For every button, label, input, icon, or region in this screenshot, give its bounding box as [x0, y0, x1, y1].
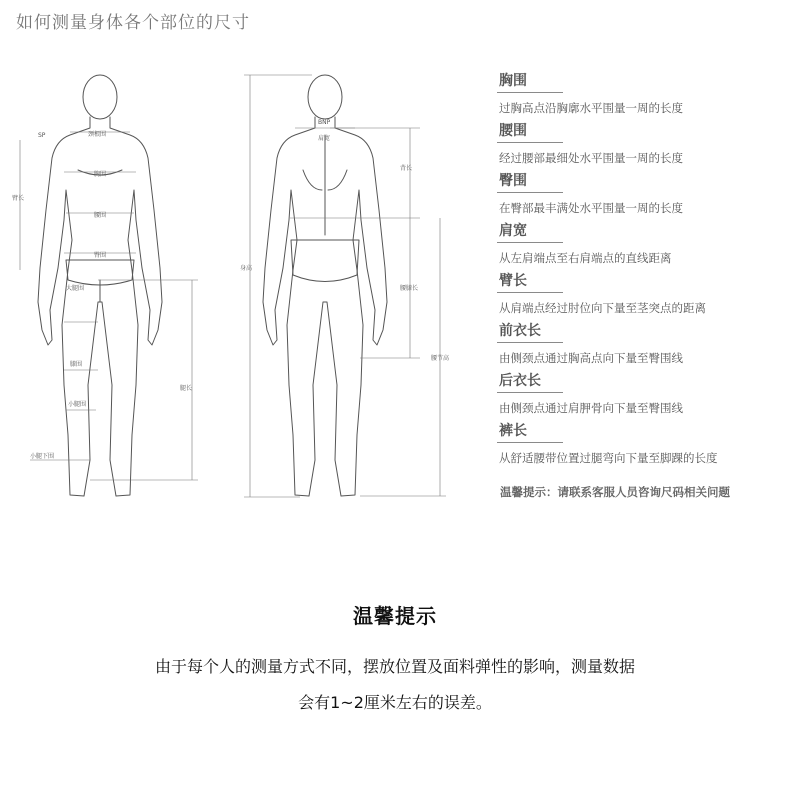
- label-hip: 臀围: [94, 252, 107, 259]
- label-bnp: BNP: [318, 119, 331, 126]
- measurement-item-shoulder: [497, 220, 777, 270]
- label-waist-to-knee: 腰膝长: [400, 285, 419, 292]
- customer-service-tip: 温馨提示：请联系客服人员咨询尺码相关问题: [500, 485, 730, 499]
- divider: [497, 92, 563, 93]
- measurement-desc: 过胸高点沿胸廓水平围量一周的长度: [499, 101, 683, 115]
- divider: [497, 342, 563, 343]
- measurement-list: [497, 70, 777, 470]
- measurement-item-waist: [497, 120, 777, 170]
- front-body-figure: [38, 75, 162, 496]
- label-waist: 腰围: [94, 212, 107, 219]
- measurement-item-arm: [497, 270, 777, 320]
- measurement-title: 前衣长: [499, 323, 541, 339]
- divider: [497, 192, 563, 193]
- measurement-title: 裤长: [499, 423, 527, 439]
- measurement-title: 肩宽: [499, 223, 527, 239]
- measurement-title: 臀围: [499, 173, 527, 189]
- label-shoulder: 肩宽: [318, 135, 331, 142]
- label-height: 身高: [240, 265, 253, 272]
- divider: [497, 292, 563, 293]
- label-bust: 胸围: [94, 171, 107, 178]
- label-back-length: 背长: [400, 165, 413, 172]
- measurement-desc: 从肩端点经过肘位向下量至茎突点的距离: [499, 301, 706, 315]
- measurement-item-hip: [497, 170, 777, 220]
- label-arm: 臂长: [12, 195, 25, 202]
- label-sp: SP: [38, 132, 46, 139]
- measurement-item-pants-length: [497, 420, 777, 470]
- measurement-item-back-length: [497, 370, 777, 420]
- notice-line-2: 会有1~2厘米左右的误差。: [298, 693, 492, 712]
- label-calf: 小腿围: [68, 401, 87, 408]
- measurement-desc: 由侧颈点通过肩胛骨向下量至臀围线: [499, 401, 683, 415]
- notice-title: 温馨提示: [353, 604, 437, 628]
- body-measurement-diagram: [0, 40, 490, 510]
- measurement-desc: 从左肩端点至右肩端点的直线距离: [499, 251, 672, 265]
- divider: [497, 242, 563, 243]
- measurement-title: 胸围: [499, 73, 527, 89]
- page-title: 如何测量身体各个部位的尺寸: [16, 13, 250, 33]
- measurement-desc: 从舒适腰带位置过腿弯向下量至脚踝的长度: [499, 451, 718, 465]
- measurement-title: 后衣长: [499, 373, 541, 389]
- label-ankle: 小腿下围: [30, 453, 55, 460]
- measurement-desc: 由侧颈点通过胸高点向下量至臀围线: [499, 351, 683, 365]
- divider: [497, 392, 563, 393]
- label-waist-height: 腰节高: [431, 355, 450, 362]
- notice-line-1: 由于每个人的测量方式不同，摆放位置及面料弹性的影响，测量数据: [154, 657, 635, 676]
- label-thigh: 大腿围: [66, 285, 85, 292]
- measurement-item-bust: [497, 70, 777, 120]
- label-knee: 膝围: [70, 361, 83, 368]
- measurement-desc: 经过腰部最细处水平围量一周的长度: [499, 151, 683, 165]
- label-neck: 颈根围: [88, 131, 107, 138]
- measurement-desc: 在臀部最丰满处水平围量一周的长度: [499, 201, 683, 215]
- divider: [497, 142, 563, 143]
- measurement-title: 腰围: [499, 123, 527, 139]
- measurement-item-front-length: [497, 320, 777, 370]
- measurement-title: 臂长: [499, 273, 527, 289]
- label-inseam: 腿长: [180, 385, 193, 392]
- divider: [497, 442, 563, 443]
